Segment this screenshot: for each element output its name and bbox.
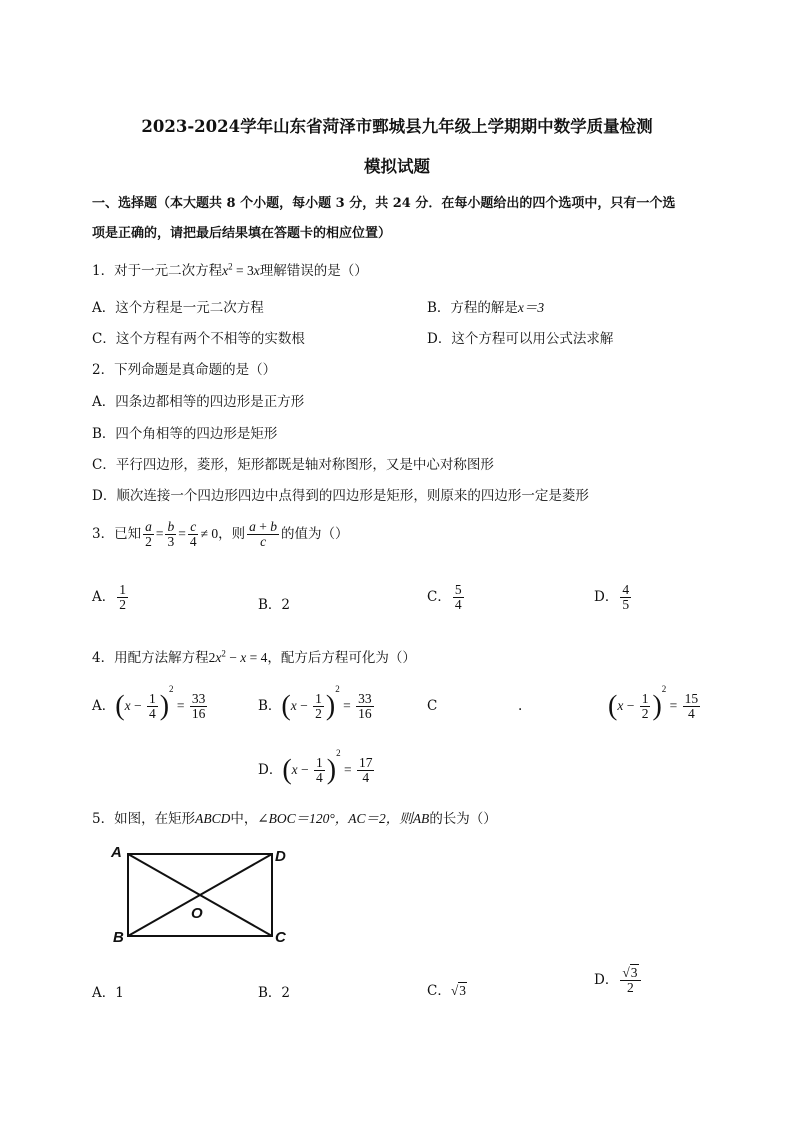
q3-a-label: A． (92, 589, 116, 606)
q4-option-b: B．(x − $\frac{1}{2}$ )$^2$ = $\frac{33}{16}$ (258, 684, 372, 722)
q3-c-num: 5 (454, 582, 462, 597)
q4-a-inner-den: 4 (148, 706, 156, 721)
q4-prefix: 4．用配方法解方程 (92, 650, 209, 666)
q3-prefix: 3．已知 (92, 526, 142, 543)
q5-c-label: C． (427, 983, 451, 999)
figure-label-c: C (275, 929, 286, 946)
q2-option-b: B．四个角相等的四边形是矩形 (92, 426, 278, 442)
q2-option-a: A．四条边都相等的四边形是正方形 (92, 394, 305, 410)
q4-option-d: D．(x − $\frac{1}{4}$ )$^2$ = $\frac{17}{4}$ (258, 748, 373, 786)
q1-option-c: C．这个方程有两个不相等的实数根 (92, 331, 305, 347)
q5-option-b: B．2 (258, 985, 291, 1001)
q4-option-a: A．(x − $\frac{1}{4}$ )$^2$ = $\frac{33}{16}$ (92, 684, 206, 722)
q3-option-d (594, 583, 633, 612)
q2-stem: 2．下列命题是真命题的是（） (92, 362, 277, 378)
q1-stem: 1．对于一元二次方程$x^2 = 3x$理解错误的是（） (92, 261, 368, 279)
q4-a-rhs-den: 16 (191, 706, 206, 721)
q1-option-b (427, 296, 544, 316)
q3-mid: ，则 (218, 526, 246, 543)
q3-d-label: D． (594, 589, 619, 606)
q4-d-inner-den: 4 (316, 770, 323, 785)
q1-suffix: 理解错误的是（） (259, 263, 368, 279)
q4-d-rhs-num: 17 (358, 754, 373, 770)
q5-ab: AB (412, 811, 430, 826)
q5-d-label: D． (594, 972, 619, 989)
q3-d-num: 4 (622, 582, 630, 597)
q5-stem (92, 807, 497, 827)
q3-a-den: 2 (119, 597, 126, 613)
q2-option-c: C．平行四边形，菱形，矩形都既是轴对称图形，又是中心对称图形 (92, 457, 494, 473)
q2-option-d: D．顺次连接一个四边形四边中点得到的四边形是矩形，则原来的四边形一定是菱形 (92, 488, 589, 504)
q3-a-num: 1 (119, 582, 126, 597)
q4-b-rhs-num: 33 (358, 690, 372, 706)
q4-b-inner-den: 2 (315, 706, 322, 721)
q1-prefix: 1．对于一元二次方程 (92, 263, 223, 279)
q4-option-c-label: C (427, 698, 438, 714)
q3-suffix: 的值为（） (281, 526, 349, 543)
q5-angle: ∠BOC＝120°，AC＝2，则 (257, 811, 413, 826)
q4-c-inner-den: 2 (641, 706, 649, 721)
q5-option-a: A．1 (92, 985, 124, 1001)
q1-option-b-text: B．方程的解是 (427, 300, 518, 316)
q4-c-rhs-den: 4 (688, 706, 695, 721)
q3-d-den: 5 (622, 597, 630, 613)
figure-label-d: D (275, 848, 286, 865)
q5-abcd: ABCD (195, 811, 231, 826)
q1-option-b-value: x＝3 (517, 300, 545, 315)
section-heading-line2: 项是正确的，请把最后结果填在答题卡的相应位置） (92, 226, 392, 241)
q4-option-c-dot: . (518, 698, 523, 714)
q4-d-rhs-den: 4 (362, 770, 370, 785)
q4-d-label: D． (258, 762, 283, 778)
q5-c-radicand: 3 (459, 983, 467, 998)
q3-c-label: C． (427, 589, 451, 606)
q4-a-rhs-num: 33 (191, 690, 206, 706)
q4-stem: 4．用配方法解方程$2x^2 - x = 4$，配方后方程可化为（） (92, 648, 416, 666)
q5-mid: 中， (230, 811, 258, 827)
figure-label-b: B (113, 929, 124, 946)
q5-option-d: D． $\frac{√3}{2}$ (594, 966, 643, 995)
q3-option-a (92, 583, 130, 612)
figure-label-o: O (191, 905, 203, 922)
rectangle-figure (105, 838, 305, 950)
page-subtitle: 模拟试题 (364, 157, 430, 176)
q3-stem: 3．已知 $\frac{a}{2}$ = $\frac{b}{3}$ = $\frac{c}{4}$ ≠ 0，则 $\frac{a + b}{c}$ 的值为（） (92, 519, 349, 550)
q4-option-c-expr: (x − $\frac{1}{2}$ )$^2$ = $\frac{15}{4}$ (608, 684, 699, 722)
q3-c-den: 4 (454, 597, 462, 613)
q3-option-b: B．2 (258, 597, 291, 613)
q3-option-c (427, 583, 466, 612)
q5-suffix: 的长为（） (429, 811, 497, 827)
q5-d-den: 2 (627, 980, 634, 996)
figure-label-a: A (111, 844, 122, 861)
q5-option-c: C．√3 (427, 983, 467, 999)
page-title: 2023-2024学年山东省菏泽市鄄城县九年级上学期期中数学质量检测 (141, 117, 653, 136)
q4-c-rhs-num: 15 (684, 690, 699, 706)
q4-a-label: A． (92, 698, 116, 714)
q5-d-radicand: 3 (630, 965, 638, 980)
q4-b-rhs-den: 16 (358, 706, 372, 721)
q1-option-a: A．这个方程是一元二次方程 (92, 300, 264, 316)
q4-b-label: B． (258, 698, 282, 714)
section-heading-line1: 一、选择题（本大题共 8 个小题，每小题 3 分，共 24 分．在每小题给出的四个选项中，只有一个选 (92, 196, 676, 211)
q4-suffix: ，配方后方程可化为（） (267, 650, 416, 666)
q5-prefix: 5．如图，在矩形 (92, 811, 196, 827)
q1-option-d: D．这个方程可以用公式法求解 (427, 331, 614, 347)
